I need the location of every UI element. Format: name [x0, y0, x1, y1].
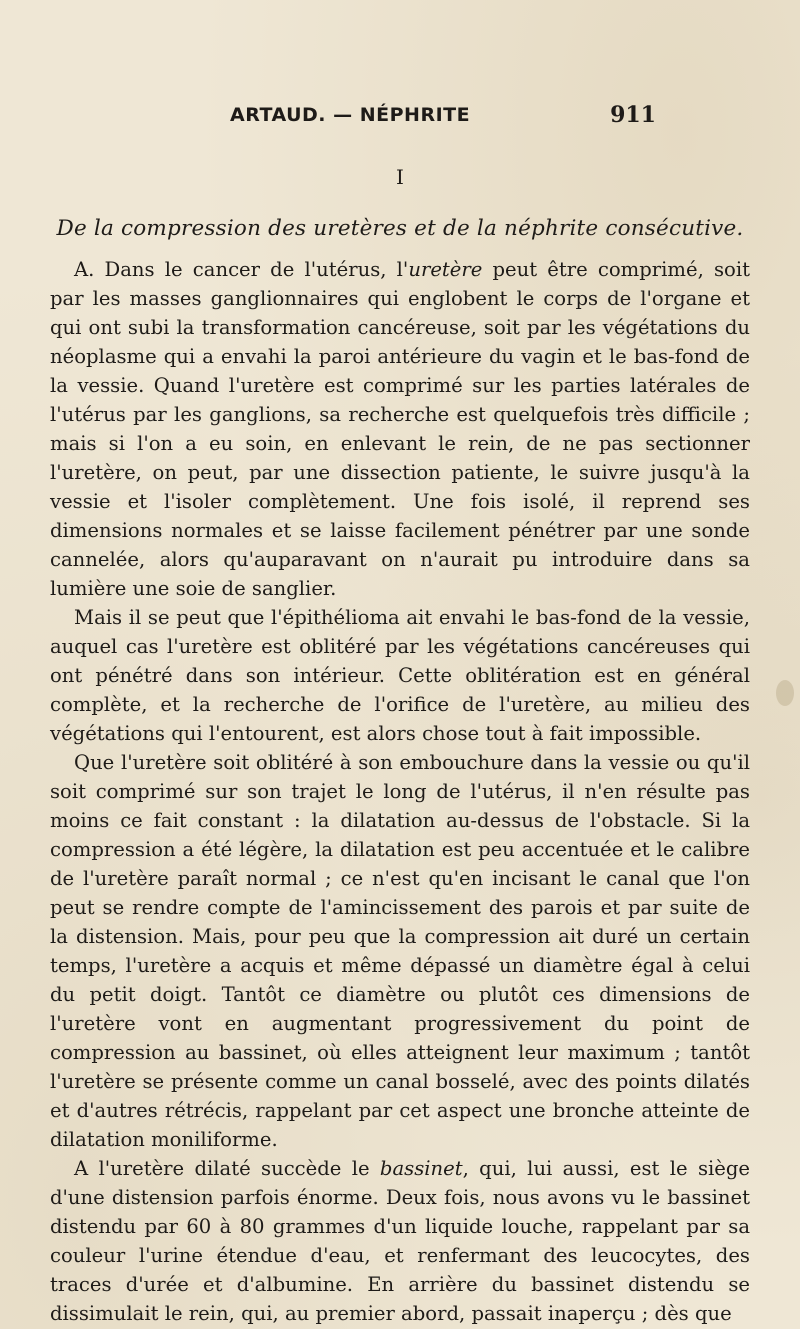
section-numeral: I: [396, 165, 404, 189]
paragraph-1: [50, 255, 750, 603]
running-head: [190, 104, 656, 128]
paper-stain: [776, 680, 794, 706]
page-number: 911: [610, 102, 656, 128]
paragraph-2: Mais il se peut que l'épithélioma ait envahi le bas-fond de la vessie, auquel cas l'uretère est oblitéré par les végétations cancéreuses qui ont pénétré dans son intérieur. Cette oblitération est en général complète, et la recherche de l'orifice de l'uretère, au milieu des végétations qui l'entourent, est alors chose tout à fait impossible.: [50, 606, 750, 745]
paragraph-4-start: A l'uretère dilaté succède le: [74, 1157, 380, 1180]
paragraph-4-rest: , qui, lui aussi, est le siège d'une distension parfois énorme. Deux fois, nous avons vu le bassinet distendu par 60 à 80 grammes d'un liquide louche, rappelant par sa couleur l'urine étendue d'eau, et renfermant des leucocytes, des traces d'urée et d'albumine. En arrière du bassinet distendu se dissimulait le rein, qui, au premier abord, passait inaperçu ; dès que: [50, 1157, 750, 1325]
body-text: [50, 255, 750, 1328]
paragraph-3: Que l'uretère soit oblitéré à son embouchure dans la vessie ou qu'il soit comprimé sur son trajet le long de l'utérus, il n'en résulte pas moins ce fait constant : la dilatation au-dessus de l'obstacle. Si la compression a été légère, la dilatation est peu accentuée et le calibre de l'uretère paraît normal ; ce n'est qu'en incisant le canal que l'on peut se rendre compte de l'amincissement des parois et par suite de la distension. Mais, pour peu que la compression ait duré un certain temps, l'uretère a acquis et même dépassé un diamètre égal à celui du petit doigt. Tantôt ce diamètre ou plutôt ces dimensions de l'uretère vont en augmentant progressivement du point de compression au bassinet, où elles atteignent leur maximum ; tantôt l'uretère se présente comme un canal bosselé, avec des points dilatés et d'autres rétrécis, rappelant par cet aspect une bronche atteinte de dilatation moniliforme.: [50, 751, 750, 1151]
paragraph-1-start: A. Dans le cancer de l'utérus, l': [74, 258, 409, 281]
running-title: ARTAUD. — NÉPHRITE: [230, 104, 471, 126]
paragraph-1-rest: peut être comprimé, soit par les masses ganglionnaires qui englobent le corps de l'organe et qui ont subi la transformation cancéreuse, soit par les végétations du néoplasme qui a envahi la paroi antérieure du vagin et le bas-fond de la vessie. Quand l'uretère est comprimé sur les parties latérales de l'utérus par les ganglions, sa recherche est quelquefois très difficile ; mais si l'on a eu soin, en enlevant le rein, de ne pas sectionner l'uretère, on peut, par une dissection patiente, le suivre jusqu'à la vessie et l'isoler complètement. Une fois isolé, il reprend ses dimensions normales et se laisse facilement pénétrer par une sonde cannelée, alors qu'auparavant on n'aurait pu introduire dans sa lumière une soie de sanglier.: [50, 258, 750, 600]
term-uretere: uretère: [408, 258, 483, 281]
term-bassinet: bassinet: [379, 1157, 463, 1180]
paragraph-4: [50, 1154, 750, 1328]
section-heading: De la compression des uretères et de la néphrite consécutive.: [56, 216, 744, 241]
